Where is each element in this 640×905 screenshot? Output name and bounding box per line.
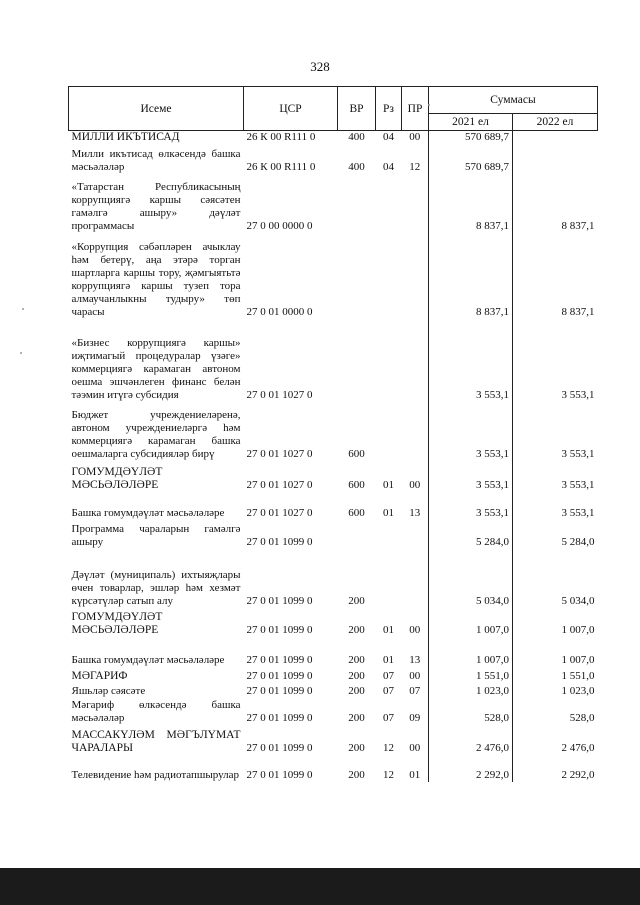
row-pr-code — [402, 549, 429, 608]
row-pr-code: 13 — [409, 654, 421, 666]
table-row — [69, 233, 598, 319]
row-name: Дәүләт (муниципаль) ихтыяҗлары өчен товарлар, эшләр һәм хезмәт күрсәтүләр сатып алу — [71, 569, 241, 607]
row-pr-code: 00 — [402, 131, 429, 145]
table-row — [69, 549, 598, 608]
scan-speck — [428, 104, 430, 106]
page-number: 328 — [310, 59, 330, 74]
row-pr-code — [402, 319, 429, 402]
row-sum-2022: 3 553,1 — [513, 461, 598, 492]
row-rz-code — [376, 174, 402, 233]
table-body — [69, 131, 598, 783]
row-csr-code: 27 0 01 1027 0 — [246, 448, 313, 460]
row-pr-code: 07 — [409, 685, 421, 697]
row-pr-code: 09 — [409, 712, 421, 724]
row-sum-2021: 1 007,0 — [429, 608, 513, 637]
row-csr-code: 27 0 01 1099 0 — [246, 595, 313, 607]
row-pr-code — [402, 174, 429, 233]
row-sum-2022: 1 551,0 — [513, 667, 598, 683]
row-rz-code: 12 — [383, 769, 394, 781]
row-csr-code: 27 0 01 1099 0 — [246, 742, 313, 754]
row-name: МӘГАРИФ — [71, 670, 128, 682]
row-sum-2022: 3 553,1 — [513, 319, 598, 402]
row-name: «Бизнес коррупциягә каршы» иҗтимагый процедуралар үзәге» коммерциягә карамаган автоном оешма эшчәнлеген финанс белән тәэмин итүгә субсидия — [71, 337, 241, 401]
scan-edge-bar — [0, 868, 640, 905]
row-vr-code: 400 — [338, 131, 376, 145]
header-name: Исеме — [69, 87, 244, 131]
row-rz-code: 01 — [383, 479, 394, 491]
row-pr-code — [402, 520, 429, 549]
row-vr-code — [338, 174, 376, 233]
row-csr-code: 27 0 01 1099 0 — [246, 670, 313, 682]
row-csr-code: 27 0 01 1099 0 — [246, 536, 313, 548]
table-row — [69, 667, 598, 683]
table-row — [69, 492, 598, 520]
row-vr-code: 200 — [348, 712, 365, 724]
table-row — [69, 608, 598, 637]
row-name: Программа чараларын гамәлгә ашыру — [71, 523, 241, 548]
row-rz-code: 07 — [383, 670, 394, 682]
row-vr-code: 200 — [348, 685, 365, 697]
header-vr: ВР — [338, 87, 376, 131]
row-vr-code: 200 — [348, 670, 365, 682]
row-rz-code: 01 — [383, 654, 394, 666]
row-rz-code — [376, 319, 402, 402]
row-pr-code: 01 — [409, 769, 421, 781]
row-sum-2021: 8 837,1 — [429, 174, 513, 233]
row-csr-code: 27 0 01 0000 0 — [246, 306, 313, 318]
row-name: «Татарстан Республикасының коррупциягә каршы сәясәтен гамәлгә ашыру» дәүләт программасы — [71, 181, 241, 232]
row-name: Башка гомумдәүләт мәсьәләләре — [71, 654, 225, 666]
header-csr: ЦСР — [244, 87, 338, 131]
row-sum-2021: 5 034,0 — [429, 549, 513, 608]
row-sum-2021: 1 551,0 — [429, 667, 513, 683]
row-rz-code — [376, 233, 402, 319]
row-sum-2022: 2 292,0 — [513, 755, 598, 782]
row-sum-2022: 5 284,0 — [513, 520, 598, 549]
row-vr-code — [338, 319, 376, 402]
table-row — [69, 637, 598, 667]
row-sum-2021: 2 292,0 — [429, 755, 513, 782]
row-sum-2022: 2 476,0 — [513, 725, 598, 755]
row-sum-2022: 1 007,0 — [513, 608, 598, 637]
row-sum-2022 — [513, 131, 598, 145]
row-vr-code — [338, 520, 376, 549]
row-rz-code: 01 — [383, 624, 394, 636]
table-row — [69, 725, 598, 755]
row-csr-code: 27 0 01 1027 0 — [246, 507, 313, 519]
budget-table — [68, 86, 598, 782]
row-pr-code: 00 — [409, 479, 421, 491]
table-row — [69, 174, 598, 233]
row-pr-code: 00 — [409, 624, 421, 636]
row-name: Яшьләр сәясәте — [71, 685, 146, 697]
table-row — [69, 144, 598, 174]
table-row — [69, 755, 598, 782]
row-pr-code: 13 — [409, 507, 421, 519]
row-vr-code: 600 — [348, 448, 365, 460]
row-name: Телевидение һәм радиотапшырулар — [71, 769, 240, 781]
row-sum-2022 — [513, 144, 598, 174]
row-csr-code: 27 0 01 1099 0 — [246, 654, 313, 666]
row-rz-code: 01 — [383, 507, 394, 519]
row-sum-2022: 8 837,1 — [513, 174, 598, 233]
row-name: ГОМУМДӘҮЛӘТ МӘСЬӘЛӘЛӘРЕ — [71, 611, 163, 636]
row-sum-2022: 8 837,1 — [513, 233, 598, 319]
row-name: Милли икътисад өлкәсендә башка мәсьәләләр — [71, 148, 241, 173]
row-rz-code: 12 — [383, 742, 394, 754]
row-rz-code — [376, 549, 402, 608]
row-rz-code: 04 — [376, 131, 402, 145]
row-sum-2021: 3 553,1 — [429, 402, 513, 461]
row-csr-code: 26 К 00 R111 0 — [246, 161, 316, 173]
row-pr-code — [402, 233, 429, 319]
row-name: Башка гомумдәүләт мәсьәләләре — [71, 507, 225, 519]
row-vr-code: 200 — [348, 595, 365, 607]
row-name: «Коррупция сәбәпләрен ачыклау һәм бетерү, аңа этәрә торган шартларга каршы тору, җәмгыятьтә коррупциягә каршы тузеп тора алмаучанлыкны тудыру» төп чарасы — [71, 241, 241, 318]
row-sum-2022: 5 034,0 — [513, 549, 598, 608]
row-sum-2021: 528,0 — [429, 698, 513, 725]
row-csr-code: 27 0 01 1099 0 — [246, 712, 313, 724]
row-csr-code: 27 0 00 0000 0 — [246, 220, 313, 232]
row-rz-code — [376, 520, 402, 549]
row-pr-code: 00 — [409, 742, 421, 754]
row-name: МИЛЛИ ИКЪТИСАД — [69, 131, 244, 145]
row-csr-code: 27 0 01 1099 0 — [246, 769, 313, 781]
row-sum-2022: 1 007,0 — [513, 637, 598, 667]
row-rz-code — [376, 402, 402, 461]
row-name: Бюджет учреждениеләренә, автоном учреждениеләргә һәм коммерциягә карамаган башка оешмаларга субсидияләр бирү — [71, 409, 241, 460]
row-name: ГОМУМДӘҮЛӘТ МӘСЬӘЛӘЛӘРЕ — [71, 466, 163, 491]
row-sum-2021: 3 553,1 — [429, 461, 513, 492]
row-csr-code: 27 0 01 1099 0 — [246, 685, 313, 697]
row-csr-code: 26 К 00 R111 0 — [244, 131, 338, 145]
table-row — [69, 461, 598, 492]
table-row — [69, 319, 598, 402]
row-sum-2022: 528,0 — [513, 698, 598, 725]
row-sum-2021: 1 007,0 — [429, 637, 513, 667]
scan-speck — [20, 352, 22, 354]
table-row — [69, 698, 598, 725]
row-rz-code: 07 — [383, 685, 394, 697]
row-csr-code: 27 0 01 1027 0 — [246, 389, 313, 401]
row-sum-2021: 1 023,0 — [429, 683, 513, 698]
row-vr-code: 200 — [348, 654, 365, 666]
row-vr-code: 200 — [348, 742, 365, 754]
header-sums: Суммасы — [429, 87, 598, 114]
table-row — [69, 683, 598, 698]
row-csr-code: 27 0 01 1027 0 — [246, 479, 313, 491]
row-sum-2022: 3 553,1 — [513, 402, 598, 461]
row-sum-2021: 3 553,1 — [429, 319, 513, 402]
row-vr-code: 200 — [348, 769, 365, 781]
table-row — [69, 520, 598, 549]
row-vr-code — [338, 233, 376, 319]
row-rz-code: 07 — [383, 712, 394, 724]
header-year-2021: 2021 ел — [429, 114, 513, 131]
row-sum-2021: 8 837,1 — [429, 233, 513, 319]
scan-speck — [22, 308, 24, 310]
table-row — [69, 131, 598, 145]
row-vr-code: 600 — [348, 507, 365, 519]
row-sum-2021: 570 689,7 — [429, 131, 513, 145]
row-name: Мәгариф өлкәсендә башка мәсьәләләр — [71, 699, 241, 724]
row-pr-code: 12 — [409, 161, 421, 173]
row-rz-code: 04 — [383, 161, 394, 173]
table-row — [69, 402, 598, 461]
header-pr: ПР — [402, 87, 429, 131]
row-sum-2021: 2 476,0 — [429, 725, 513, 755]
row-name: МАССАКҮЛӘМ МӘГЪЛҮМАТ ЧАРАЛАРЫ — [71, 729, 241, 754]
row-vr-code: 200 — [348, 624, 365, 636]
row-sum-2021: 5 284,0 — [429, 520, 513, 549]
row-sum-2022: 1 023,0 — [513, 683, 598, 698]
row-pr-code: 00 — [409, 670, 421, 682]
header-rz: Рз — [376, 87, 402, 131]
row-sum-2021: 3 553,1 — [429, 492, 513, 520]
row-sum-2021: 570 689,7 — [429, 144, 513, 174]
header-year-2022: 2022 ел — [513, 114, 598, 131]
row-csr-code: 27 0 01 1099 0 — [246, 624, 313, 636]
row-vr-code: 600 — [348, 479, 365, 491]
row-sum-2022: 3 553,1 — [513, 492, 598, 520]
row-vr-code: 400 — [348, 161, 365, 173]
row-pr-code — [402, 402, 429, 461]
